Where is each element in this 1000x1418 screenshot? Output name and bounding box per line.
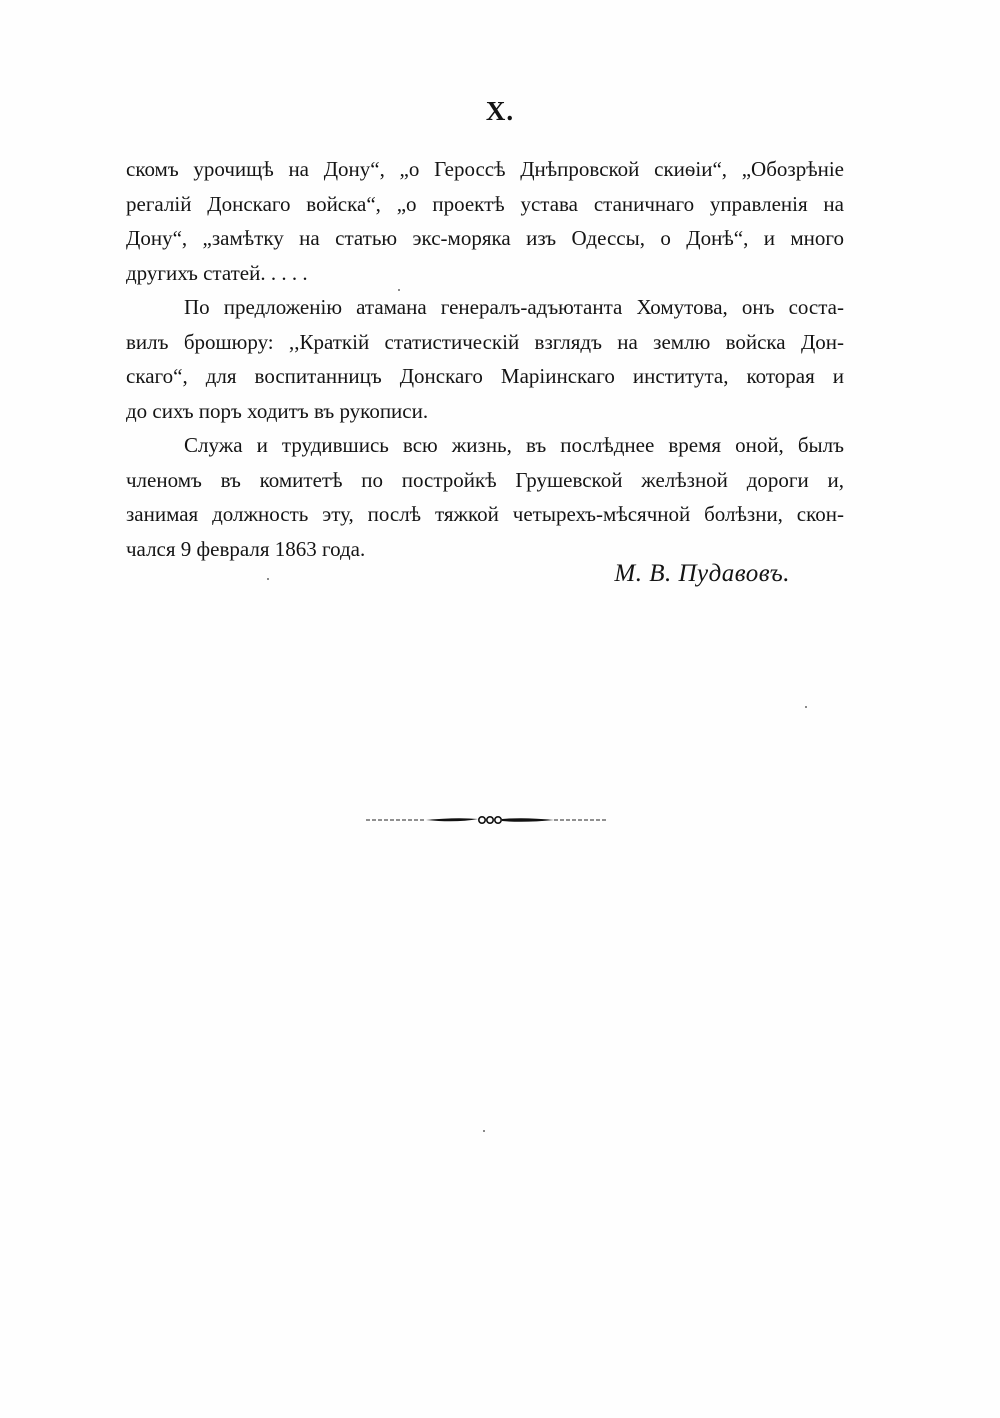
print-speck [805,706,807,708]
text-line: скомъ урочищѣ на Дону“, „о Героссѣ Днѣпровской скиѳіи“, „Обозрѣніе [126,157,844,181]
text-line: членомъ въ комитетѣ по постройкѣ Грушевской желѣзной дороги и, [126,467,844,492]
body-text [126,152,844,566]
text-line: Дону“, „замѣтку на статью экс-моряка изъ Одессы, о Донѣ“, и много [126,226,844,250]
text-line: до сихъ поръ ходитъ въ рукописи. [126,398,429,423]
text-line: скаго“, для воспитанницъ Донскаго Маріинскаго института, которая и [126,364,844,388]
text-line: регалій Донскаго войска“, „о проектѣ устава станичнаго управленія на [126,191,844,216]
author-signature: М. В. Пудавовъ. [614,560,790,587]
text-line: другихъ статей. . . . . [126,260,308,285]
text-line: занимая должность эту, послѣ тяжкой четырехъ-мѣсячной болѣзни, скон- [126,502,844,526]
print-speck [267,578,269,580]
print-speck [398,289,400,291]
page-number: X. [485,96,515,126]
ornament-divider-icon [366,810,606,830]
text-line: чался 9 февраля 1863 года. [126,536,366,561]
paragraph-start-line: Служа и трудившись всю жизнь, въ послѣднее время оной, былъ [184,433,844,457]
print-speck [483,1130,485,1132]
paragraph-start-line: По предложенію атамана генералъ-адъютанта Хомутова, онъ соста- [184,295,844,319]
text-line: вилъ брошюру: ,,Краткій статистическій взглядъ на землю войска Дон- [126,329,844,354]
